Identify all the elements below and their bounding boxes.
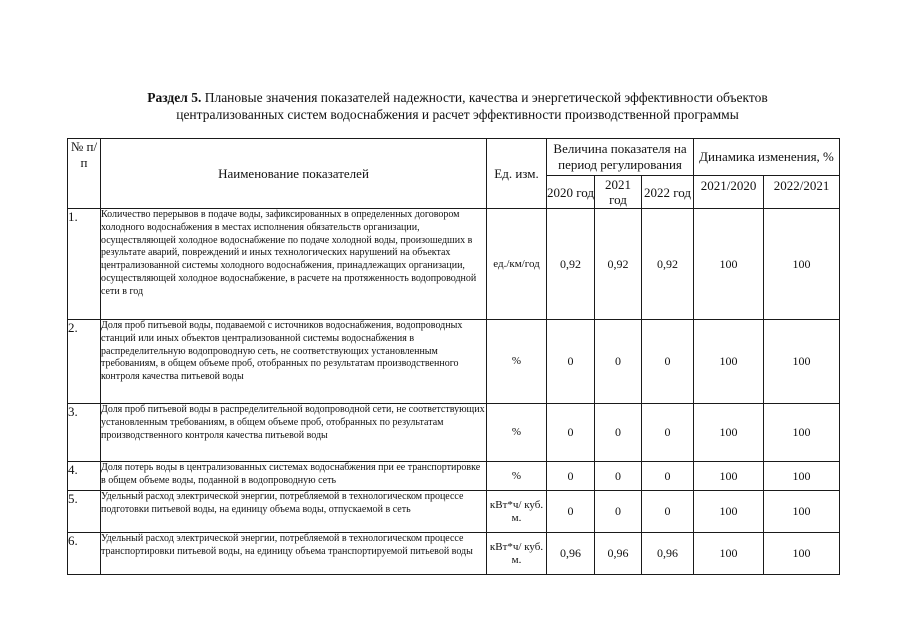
table-row: [68, 462, 840, 491]
value-2021: 0: [595, 320, 642, 404]
value-2022: 0: [642, 320, 694, 404]
value-2022: 0: [642, 462, 694, 491]
indicator-name: Удельный расход электрической энергии, потребляемой в технологическом процессе транспортировки питьевой воды, на единицу объема транспортируемой питьевой воды: [101, 533, 487, 575]
table-row: [68, 533, 840, 575]
row-number: 3.: [68, 404, 101, 462]
unit-cell: %: [487, 404, 547, 462]
value-2022: 0: [642, 491, 694, 533]
section-title-prefix: Раздел 5.: [147, 90, 202, 105]
indicator-name: Доля проб питьевой воды, подаваемой с источников водоснабжения, водопроводных станций или иных объектов централизованной системы водоснабжения в распределительную водопроводную сеть, не соответствующих установленным требованиям, в общем объеме проб, отобранных по результатам производственного контроля качества питьевой воды: [101, 320, 487, 404]
header-year-2020: 2020 год: [547, 176, 595, 209]
value-2020: 0: [547, 320, 595, 404]
value-2021: 0: [595, 462, 642, 491]
value-2020: 0: [547, 462, 595, 491]
header-num: № п/п: [68, 139, 101, 209]
row-number: 1.: [68, 209, 101, 320]
value-2020: 0,92: [547, 209, 595, 320]
value-2020: 0: [547, 404, 595, 462]
dynamics-2022-2021: 100: [764, 320, 840, 404]
indicator-name: Доля проб питьевой воды в распределительной водопроводной сети, не соответствующих установленным требованиям, в общем объеме проб, отобранных по результатам производственного контроля качества питьевой воды: [101, 404, 487, 462]
value-2021: 0: [595, 404, 642, 462]
table-row: [68, 209, 840, 320]
row-number: 2.: [68, 320, 101, 404]
dynamics-2022-2021: 100: [764, 491, 840, 533]
table-row: [68, 404, 840, 462]
unit-cell: %: [487, 320, 547, 404]
dynamics-2021-2020: 100: [694, 320, 764, 404]
dynamics-2021-2020: 100: [694, 491, 764, 533]
header-unit: Ед. изм.: [487, 139, 547, 209]
value-2022: 0,96: [642, 533, 694, 575]
value-2020: 0: [547, 491, 595, 533]
table-row: [68, 491, 840, 533]
dynamics-2022-2021: 100: [764, 209, 840, 320]
unit-cell: ед./км/год: [487, 209, 547, 320]
header-year-2021: 2021 год: [595, 176, 642, 209]
section-title: [60, 89, 855, 123]
table-row: [68, 320, 840, 404]
indicators-table: [67, 138, 840, 575]
section-title-line1: [60, 89, 855, 106]
unit-cell: %: [487, 462, 547, 491]
dynamics-2022-2021: 100: [764, 404, 840, 462]
row-number: 5.: [68, 491, 101, 533]
section-title-line1-text: Плановые значения показателей надежности, качества и энергетической эффективности объектов: [201, 90, 768, 105]
indicator-name: Доля потерь воды в централизованных системах водоснабжения при ее транспортировке в общем объеме воды, поданной в водопроводную сеть: [101, 462, 487, 491]
value-2021: 0,92: [595, 209, 642, 320]
unit-cell: кВт*ч/ куб. м.: [487, 491, 547, 533]
dynamics-2021-2020: 100: [694, 462, 764, 491]
dynamics-2021-2020: 100: [694, 404, 764, 462]
header-name: Наименование показателей: [101, 139, 487, 209]
value-2020: 0,96: [547, 533, 595, 575]
value-2022: 0,92: [642, 209, 694, 320]
dynamics-2022-2021: 100: [764, 533, 840, 575]
header-dynamics-group: Динамика изменения, %: [694, 139, 840, 176]
dynamics-2022-2021: 100: [764, 462, 840, 491]
value-2022: 0: [642, 404, 694, 462]
unit-cell: кВт*ч/ куб. м.: [487, 533, 547, 575]
value-2021: 0: [595, 491, 642, 533]
dynamics-2021-2020: 100: [694, 533, 764, 575]
header-value-group: Величина показателя на период регулирования: [547, 139, 694, 176]
header-ratio-2021-2020: 2021/2020: [694, 176, 764, 209]
section-title-line2: централизованных систем водоснабжения и расчет эффективности производственной программы: [176, 107, 739, 122]
indicator-name: Удельный расход электрической энергии, потребляемой в технологическом процессе подготовки питьевой воды, на единицу объема воды, отпускаемой в сеть: [101, 491, 487, 533]
header-ratio-2022-2021: 2022/2021: [764, 176, 840, 209]
value-2021: 0,96: [595, 533, 642, 575]
row-number: 4.: [68, 462, 101, 491]
dynamics-2021-2020: 100: [694, 209, 764, 320]
indicator-name: Количество перерывов в подаче воды, зафиксированных в определенных договором холодного водоснабжения в местах исполнения обязательств организации, осуществляющей холодное водоснабжение по подаче холодной воды, произошедших в результате аварий, повреждений и иных технологических нарушений на объектах централизованной системы холодного водоснабжения, принадлежащих организации, осуществляющей холодное водоснабжение, в расчете на протяженность водопроводной сети в год: [101, 209, 487, 320]
row-number: 6.: [68, 533, 101, 575]
header-year-2022: 2022 год: [642, 176, 694, 209]
